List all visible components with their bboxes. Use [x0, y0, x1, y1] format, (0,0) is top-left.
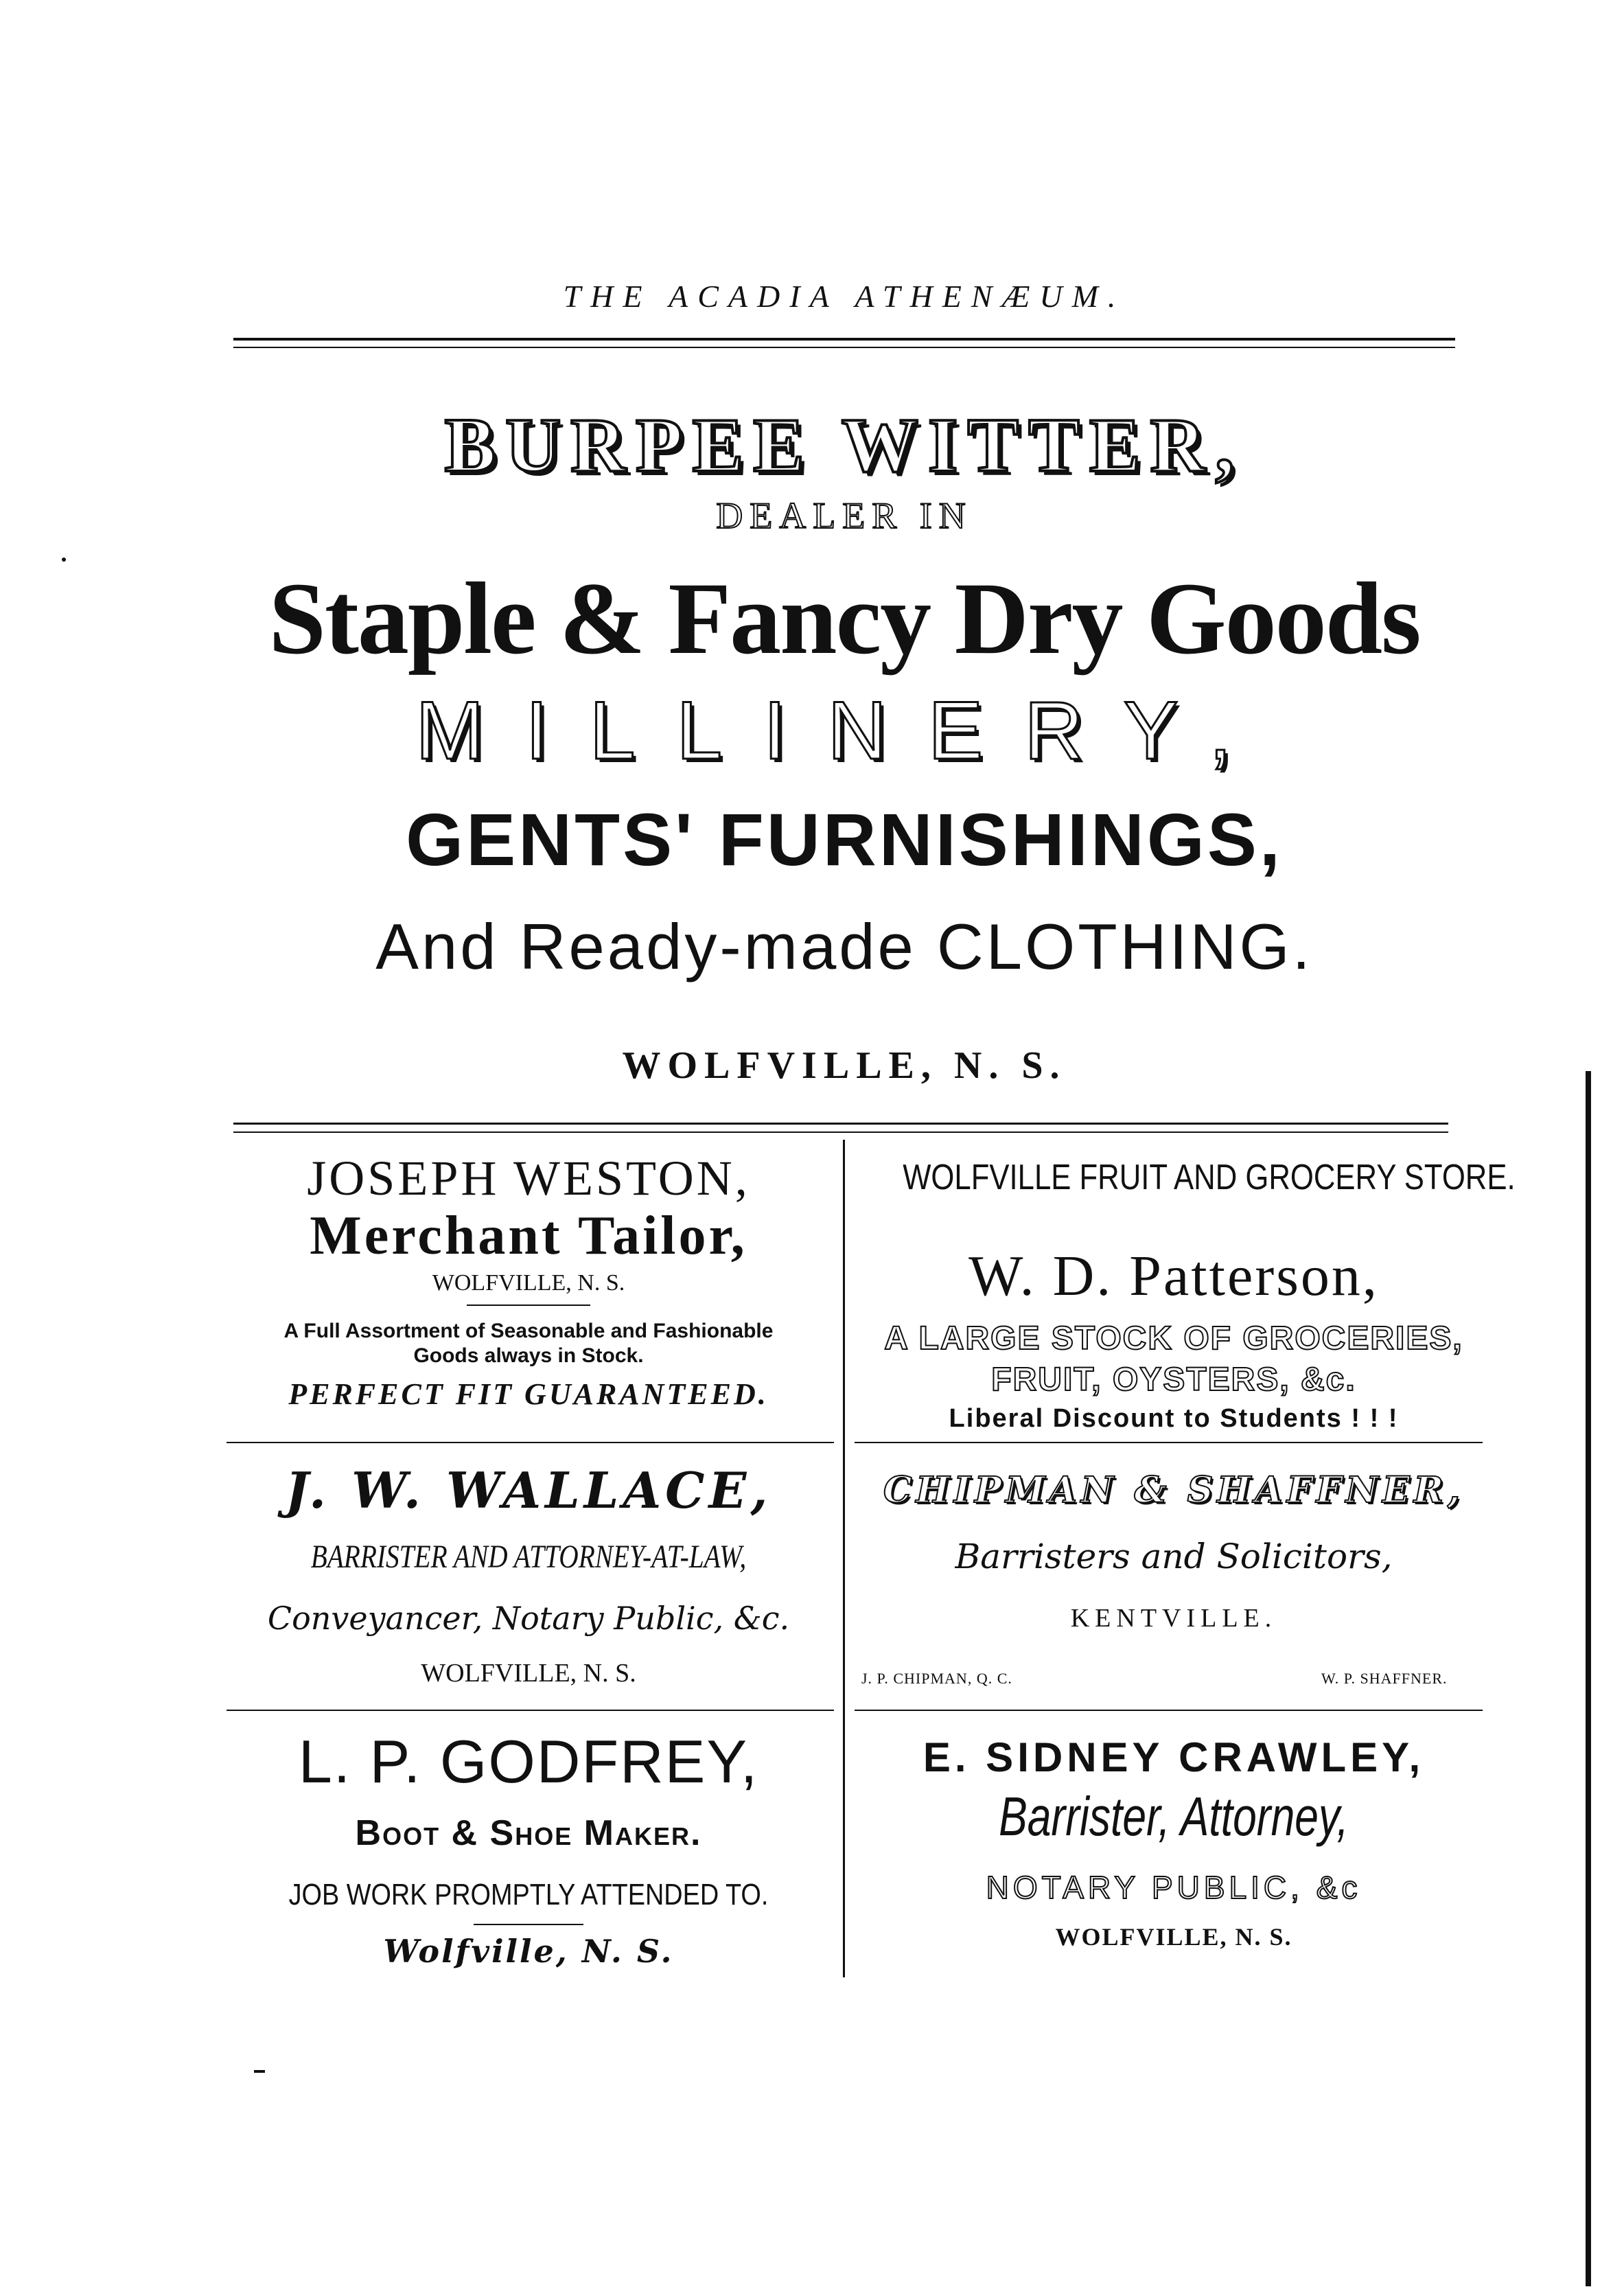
godfrey-short-rule: [474, 1924, 583, 1925]
wallace-place: WOLFVILLE, N. S.: [421, 1659, 636, 1688]
patterson-line-1: A LARGE STOCK OF GROCERIES,: [884, 1320, 1463, 1357]
crawley-name: E. SIDNEY CRAWLEY,: [923, 1734, 1425, 1780]
chipman-partner-2: W. P. SHAFFNER.: [1321, 1670, 1448, 1687]
header-rule-top: [233, 338, 1455, 341]
main-ad-place: WOLFVILLE, N. S.: [622, 1044, 1067, 1087]
row-rule-right-1: [855, 1442, 1483, 1443]
header-rule-bottom: [233, 347, 1455, 348]
row-rule-right-2: [855, 1710, 1483, 1711]
weston-desc-1: A Full Assortment of Seasonable and Fashionable: [283, 1320, 774, 1342]
wallace-services: Conveyancer, Notary Public, &c.: [267, 1600, 790, 1637]
chipman-title: Barristers and Solicitors,: [955, 1537, 1393, 1576]
row-rule-left-1: [227, 1442, 834, 1443]
wallace-title: BARRISTER AND ATTORNEY-AT-LAW,: [310, 1539, 747, 1575]
godfrey-name: L. P. GODFREY,: [298, 1727, 759, 1795]
crawley-notary: NOTARY PUBLIC, &c: [986, 1870, 1362, 1905]
weston-place: WOLFVILLE, N. S.: [432, 1270, 625, 1296]
weston-short-rule: [467, 1305, 590, 1306]
column-divider: [843, 1140, 845, 1977]
weston-tagline: PERFECT FIT GUARANTEED.: [288, 1377, 769, 1411]
chipman-place: KENTVILLE.: [1070, 1604, 1277, 1633]
patterson-line-2: FRUIT, OYSTERS, &c.: [991, 1361, 1356, 1398]
godfrey-place: Wolfville, N. S.: [383, 1933, 674, 1970]
godfrey-trade: Boot & Shoe Maker.: [355, 1813, 702, 1853]
chipman-name: CHIPMAN & SHAFFNER,: [883, 1469, 1464, 1511]
weston-name: JOSEPH WESTON,: [307, 1151, 750, 1206]
main-ad-rule-top: [233, 1123, 1448, 1125]
main-ad-line-millinery: MILLINERY,: [415, 685, 1273, 777]
godfrey-job: JOB WORK PROMPTLY ATTENDED TO.: [288, 1878, 769, 1911]
chipman-partner-1: J. P. CHIPMAN, Q. C.: [861, 1670, 1012, 1687]
wallace-name: J. W. WALLACE,: [285, 1461, 772, 1519]
scan-edge-line: [1586, 1071, 1591, 2286]
main-ad-rule-bottom: [233, 1131, 1448, 1133]
running-head: THE ACADIA ATHENÆUM.: [563, 279, 1126, 314]
scan-speck-2: [254, 2070, 265, 2073]
weston-desc-2: Goods always in Stock.: [413, 1344, 644, 1367]
main-ad-line-gents: GENTS' FURNISHINGS,: [406, 798, 1283, 881]
main-ad-line-staple: Staple & Fancy Dry Goods: [268, 562, 1420, 676]
patterson-name: W. D. Patterson,: [968, 1244, 1379, 1308]
scan-speck-1: [62, 558, 66, 562]
crawley-place: WOLFVILLE, N. S.: [1055, 1923, 1292, 1951]
main-ad-line-clothing: And Ready-made CLOTHING.: [375, 910, 1313, 982]
main-ad-name: BURPEE WITTER,: [444, 403, 1244, 488]
weston-trade: Merchant Tailor,: [310, 1206, 747, 1266]
patterson-store: WOLFVILLE FRUIT AND GROCERY STORE.: [903, 1158, 1516, 1197]
patterson-discount: Liberal Discount to Students ! ! !: [949, 1404, 1399, 1433]
main-ad-dealer: DEALER IN: [716, 495, 973, 536]
row-rule-left-2: [227, 1710, 834, 1711]
crawley-title: Barrister, Attorney,: [999, 1786, 1349, 1847]
